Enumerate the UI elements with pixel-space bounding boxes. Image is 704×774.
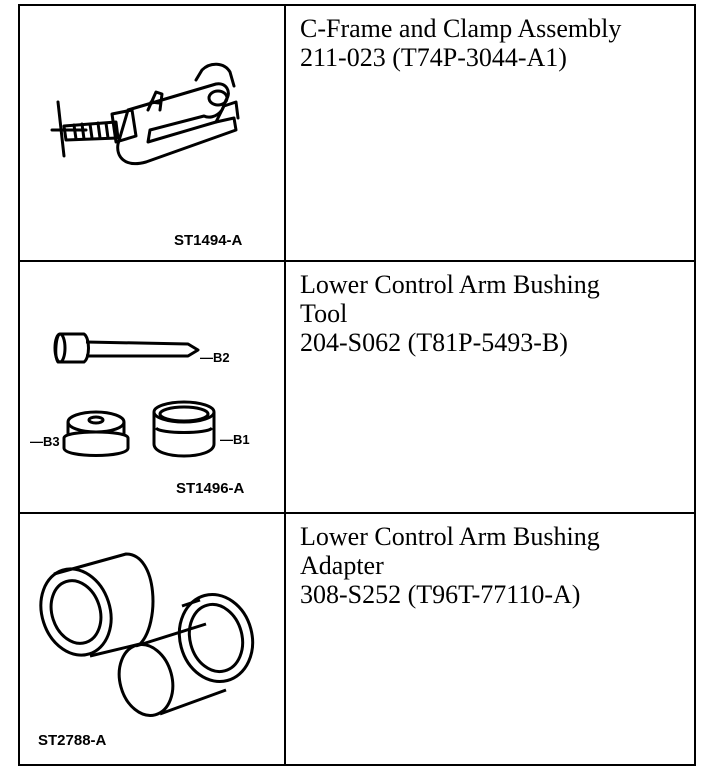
table-row bbox=[20, 514, 694, 764]
callout-b2: —B2 bbox=[200, 350, 230, 365]
callout-b1: —B1 bbox=[220, 432, 250, 447]
bushing-adapter-icon bbox=[20, 514, 284, 762]
bushing-tool-icon bbox=[20, 262, 284, 512]
tool-description bbox=[300, 14, 690, 72]
illustration-code: ST2788-A bbox=[38, 732, 107, 749]
tool-description bbox=[300, 522, 690, 609]
table-row bbox=[20, 6, 694, 262]
tool-table bbox=[18, 4, 696, 766]
tool-number: 308-S252 (T96T-77110-A) bbox=[300, 580, 581, 609]
illustration-code: ST1494-A bbox=[174, 232, 243, 249]
c-frame-clamp-icon bbox=[20, 6, 284, 260]
table-row bbox=[20, 262, 694, 514]
tool-name: Lower Control Arm Bushing bbox=[300, 522, 600, 551]
tool-illustration-cell bbox=[20, 262, 286, 512]
illustration-code: ST1496-A bbox=[176, 480, 245, 497]
tool-illustration-cell bbox=[20, 514, 286, 764]
tool-illustration-cell bbox=[20, 6, 286, 260]
tool-description bbox=[300, 270, 690, 357]
tool-name-cont: Tool bbox=[300, 299, 348, 328]
tool-number: 204-S062 (T81P-5493-B) bbox=[300, 328, 568, 357]
tool-name-cont: Adapter bbox=[300, 551, 384, 580]
tool-name: C-Frame and Clamp Assembly bbox=[300, 14, 622, 43]
tool-number: 211-023 (T74P-3044-A1) bbox=[300, 43, 567, 72]
callout-b3: —B3 bbox=[30, 434, 60, 449]
tool-name: Lower Control Arm Bushing bbox=[300, 270, 600, 299]
